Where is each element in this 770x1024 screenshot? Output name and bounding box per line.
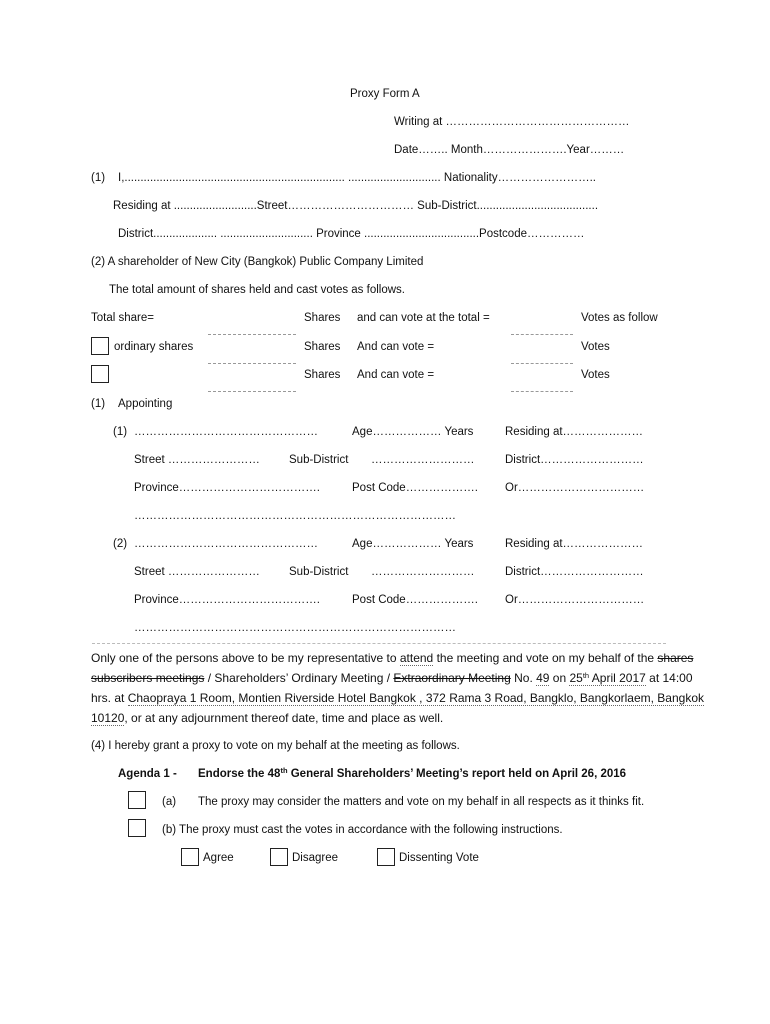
proxy-2-extra-line[interactable]: ………………………………………………………………………… bbox=[134, 622, 456, 634]
votes-unit-label: Votes as follow bbox=[581, 312, 658, 324]
appointing-label: Appointing bbox=[118, 398, 173, 410]
votes-unit-label: Votes bbox=[581, 341, 610, 353]
option-a-checkbox[interactable] bbox=[128, 791, 146, 809]
proxy-2-number: (2) bbox=[113, 538, 128, 550]
appointing-number: (1) bbox=[91, 398, 106, 410]
agenda-title: Endorse the 48th General Shareholders’ Meeting’s report held on April 26, 2016 bbox=[198, 766, 627, 780]
grantor-district-field[interactable]: District.................... ............................. Province ....................................Postcode…………… bbox=[118, 228, 585, 240]
agree-label: Agree bbox=[203, 852, 234, 864]
proxy-2-district-field[interactable]: District……………………… bbox=[505, 566, 644, 578]
grantor-address-field[interactable]: Residing at ..........................Street…………………………… Sub-District...................................... bbox=[113, 200, 599, 212]
proxy-1-district-field[interactable]: District……………………… bbox=[505, 454, 644, 466]
writing-at-field[interactable]: Writing at ………………………………………… bbox=[394, 116, 630, 128]
grantor-name-nationality-field[interactable]: I,..................................................................... ............................. Nationality…………………….. bbox=[118, 172, 596, 184]
proxy-1-province-field[interactable]: Province………………………………. bbox=[134, 482, 320, 494]
shares-intro: The total amount of shares held and cast votes as follows. bbox=[109, 284, 405, 296]
votes-unit-label: Votes bbox=[581, 369, 610, 381]
ordinary-votes-input-line[interactable] bbox=[511, 363, 573, 364]
option-a-label: (a) bbox=[162, 796, 177, 808]
disagree-label: Disagree bbox=[292, 852, 339, 864]
proxy-2-subdistrict-label: Sub-District bbox=[289, 566, 349, 578]
total-votes-input-line[interactable] bbox=[511, 334, 573, 335]
disagree-checkbox[interactable] bbox=[270, 848, 288, 866]
can-vote-label: And can vote = bbox=[357, 341, 435, 353]
other-shares-checkbox[interactable] bbox=[91, 365, 109, 383]
proxy-1-residing-field[interactable]: Residing at………………… bbox=[505, 426, 644, 438]
representative-paragraph-line-4: 10120, or at any adjournment thereof date, time and place as well. bbox=[91, 711, 444, 725]
option-b-text: (b) The proxy must cast the votes in accordance with the following instructions. bbox=[162, 824, 563, 836]
total-share-label: Total share= bbox=[91, 312, 154, 324]
page-title: Proxy Form A bbox=[350, 88, 420, 100]
proxy-2-province-field[interactable]: Province………………………………. bbox=[134, 594, 320, 606]
dissenting-vote-checkbox[interactable] bbox=[377, 848, 395, 866]
proxy-2-or-field[interactable]: Or…………………………… bbox=[505, 594, 645, 606]
proxy-1-subdistrict-label: Sub-District bbox=[289, 454, 349, 466]
proxy-2-street-field[interactable]: Street …………………… bbox=[134, 566, 260, 578]
shares-unit-label: Shares bbox=[304, 369, 341, 381]
proxy-2-age-field[interactable]: Age……………… Years bbox=[352, 538, 474, 550]
proxy-1-subdistrict-field[interactable]: ……………………… bbox=[371, 454, 475, 466]
proxy-1-number: (1) bbox=[113, 426, 128, 438]
date-field[interactable]: Date…….. Month………………….Year……… bbox=[394, 144, 625, 156]
proxy-2-name-field[interactable]: ………………………………………… bbox=[134, 538, 318, 550]
proxy-1-name-field[interactable]: ………………………………………… bbox=[134, 426, 318, 438]
ordinary-shares-checkbox[interactable] bbox=[91, 337, 109, 355]
proxy-1-extra-line[interactable]: ………………………………………………………………………… bbox=[134, 510, 456, 522]
proxy-1-age-field[interactable]: Age……………… Years bbox=[352, 426, 474, 438]
other-shares-input-line[interactable] bbox=[208, 391, 296, 392]
proxy-2-subdistrict-field[interactable]: ……………………… bbox=[371, 566, 475, 578]
section-divider bbox=[92, 643, 666, 644]
ordinary-shares-input-line[interactable] bbox=[208, 363, 296, 364]
other-votes-input-line[interactable] bbox=[511, 391, 573, 392]
dissenting-vote-label: Dissenting Vote bbox=[399, 852, 479, 864]
proxy-2-residing-field[interactable]: Residing at………………… bbox=[505, 538, 644, 550]
option-a-text: The proxy may consider the matters and vote on my behalf in all respects as it thinks fit. bbox=[198, 796, 645, 808]
shares-unit-label: Shares bbox=[304, 312, 341, 324]
total-vote-label: and can vote at the total = bbox=[357, 312, 490, 324]
grantor-number: (1) bbox=[91, 172, 106, 184]
proxy-1-postcode-field[interactable]: Post Code………………. bbox=[352, 482, 478, 494]
proxy-1-street-field[interactable]: Street …………………… bbox=[134, 454, 260, 466]
ordinary-shares-label: ordinary shares bbox=[114, 341, 194, 353]
can-vote-label: And can vote = bbox=[357, 369, 435, 381]
representative-paragraph-line-2: subscribers meetings / Shareholders’ Ordinary Meeting / Extraordinary Meeting No. 49 on 25th April 2017 at 14:00 bbox=[91, 671, 693, 685]
representative-paragraph-line-1: Only one of the persons above to be my representative to attend the meeting and vote on my behalf of the shares bbox=[91, 651, 694, 665]
grant-proxy-statement: (4) I hereby grant a proxy to vote on my behalf at the meeting as follows. bbox=[91, 740, 460, 752]
total-shares-input-line[interactable] bbox=[208, 334, 296, 335]
proxy-1-or-field[interactable]: Or…………………………… bbox=[505, 482, 645, 494]
agenda-label: Agenda 1 - bbox=[118, 768, 177, 780]
shares-unit-label: Shares bbox=[304, 341, 341, 353]
option-b-checkbox[interactable] bbox=[128, 819, 146, 837]
proxy-2-postcode-field[interactable]: Post Code………………. bbox=[352, 594, 478, 606]
representative-paragraph-line-3: hrs. at Chaopraya 1 Room, Montien Riverside Hotel Bangkok , 372 Rama 3 Road, Bangklo, Bangkorlaem, Bangkok bbox=[91, 691, 705, 705]
agree-checkbox[interactable] bbox=[181, 848, 199, 866]
shareholder-statement: (2) A shareholder of New City (Bangkok) Public Company Limited bbox=[91, 256, 424, 268]
